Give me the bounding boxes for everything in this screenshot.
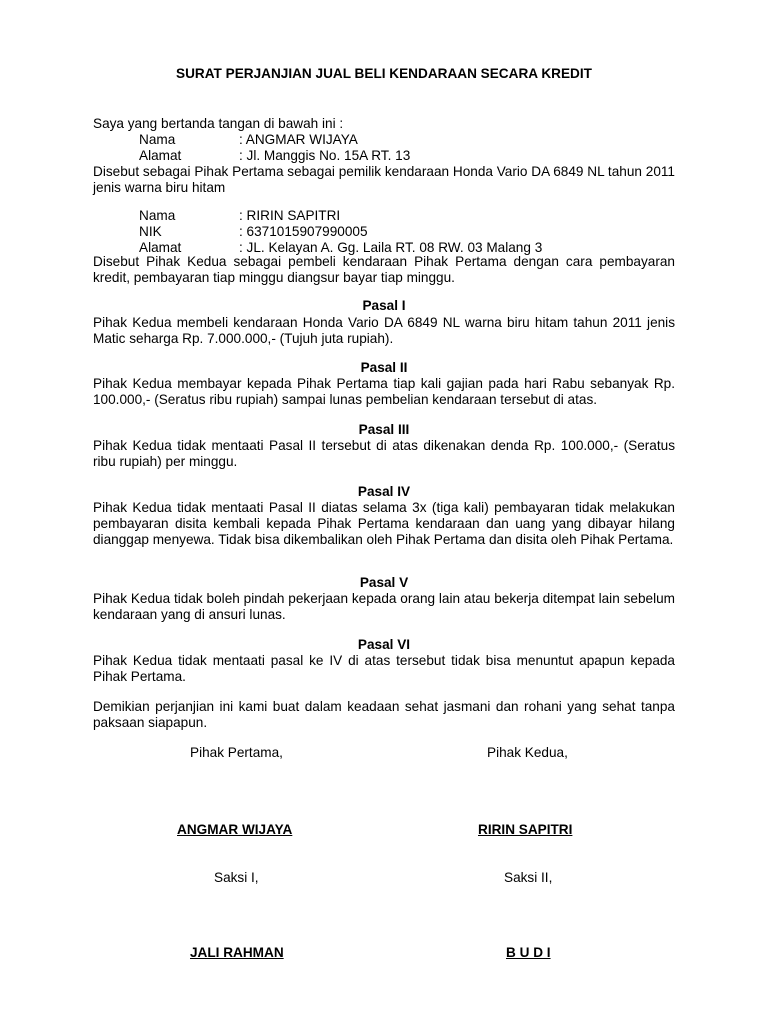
party2-nik-label: NIK [139, 224, 162, 239]
witness2-name: B U D I [506, 945, 551, 960]
party1-name-value: : ANGMAR WIJAYA [239, 132, 358, 147]
party2-description: Disebut Pihak Kedua sebagai pembeli kendaraan Pihak Pertama dengan cara pembayaran kredit, pembayaran tiap minggu diangsur bayar tiap minggu. [93, 254, 675, 285]
article-6-text: Pihak Kedua tidak mentaati pasal ke IV di atas tersebut tidak bisa menuntut apapun kepada Pihak Pertama. [93, 653, 675, 684]
party1-address-label: Alamat [139, 148, 182, 163]
witness1-label: Saksi I, [214, 870, 259, 885]
party1-signature-label: Pihak Pertama, [190, 745, 283, 760]
article-5-heading: Pasal V [359, 575, 409, 590]
party2-details [93, 208, 675, 256]
party2-name-value: : RIRIN SAPITRI [239, 208, 341, 223]
party2-name-label: Nama [139, 208, 176, 223]
article-1-text: Pihak Kedua membeli kendaraan Honda Vario DA 6849 NL warna biru hitam tahun 2011 jenis Matic seharga Rp. 7.000.000,- (Tujuh juta rupiah). [93, 315, 675, 346]
party1-address-row [93, 148, 675, 164]
article-5-text: Pihak Kedua tidak boleh pindah pekerjaan kepada orang lain atau bekerja ditempat lain sebelum kendaraan yang di ansuri lunas. [93, 591, 675, 622]
article-4-text: Pihak Kedua tidak mentaati Pasal II diatas selama 3x (tiga kali) pembayaran tidak melakukan pembayaran disita kembali kepada Pihak Pertama kendaraan dan uang yang dibayar hilang dianggap menyewa. Tidak bisa dikembalikan oleh Pihak Pertama dan disita oleh Pihak Pertama. [93, 500, 675, 547]
party2-signature-label: Pihak Kedua, [487, 745, 568, 760]
party1-description: Disebut sebagai Pihak Pertama sebagai pemilik kendaraan Honda Vario DA 6849 NL tahun 2011 jenis warna biru hitam [93, 164, 675, 195]
article-6-heading: Pasal VI [357, 637, 411, 652]
party2-address-value: : JL. Kelayan A. Gg. Laila RT. 08 RW. 03 Malang 3 [239, 240, 543, 255]
closing-statement: Demikian perjanjian ini kami buat dalam keadaan sehat jasmani dan rohani yang sehat tanpa paksaan siapapun. [93, 699, 675, 730]
party1-details [93, 132, 675, 164]
witness2-label: Saksi II, [504, 870, 553, 885]
party2-name-row [93, 208, 675, 224]
article-2-text: Pihak Kedua membayar kepada Pihak Pertama tiap kali gajian pada hari Rabu sebanyak Rp. 100.000,- (Seratus ribu rupiah) sampai lunas pembelian kendaraan tersebut di atas. [93, 376, 675, 407]
article-1-heading: Pasal I [362, 298, 406, 313]
party2-nik-value: : 6371015907990005 [239, 224, 368, 239]
article-3-text: Pihak Kedua tidak mentaati Pasal II tersebut di atas dikenakan denda Rp. 100.000,- (Seratus ribu rupiah) per minggu. [93, 438, 675, 469]
document-title: SURAT PERJANJIAN JUAL BELI KENDARAAN SECARA KREDIT [176, 66, 592, 81]
party2-nik-row [93, 224, 675, 240]
intro-text: Saya yang bertanda tangan di bawah ini : [93, 116, 344, 131]
party1-address-value: : Jl. Manggis No. 15A RT. 13 [239, 148, 411, 163]
party1-signature-name: ANGMAR WIJAYA [177, 822, 293, 837]
party1-name-label: Nama [139, 132, 176, 147]
party2-address-label: Alamat [139, 240, 182, 255]
article-2-heading: Pasal II [360, 360, 408, 375]
witness1-name: JALI RAHMAN [190, 945, 284, 960]
article-4-heading: Pasal IV [357, 484, 411, 499]
party1-name-row [93, 132, 675, 148]
article-3-heading: Pasal III [358, 422, 410, 437]
party2-signature-name: RIRIN SAPITRI [478, 822, 573, 837]
